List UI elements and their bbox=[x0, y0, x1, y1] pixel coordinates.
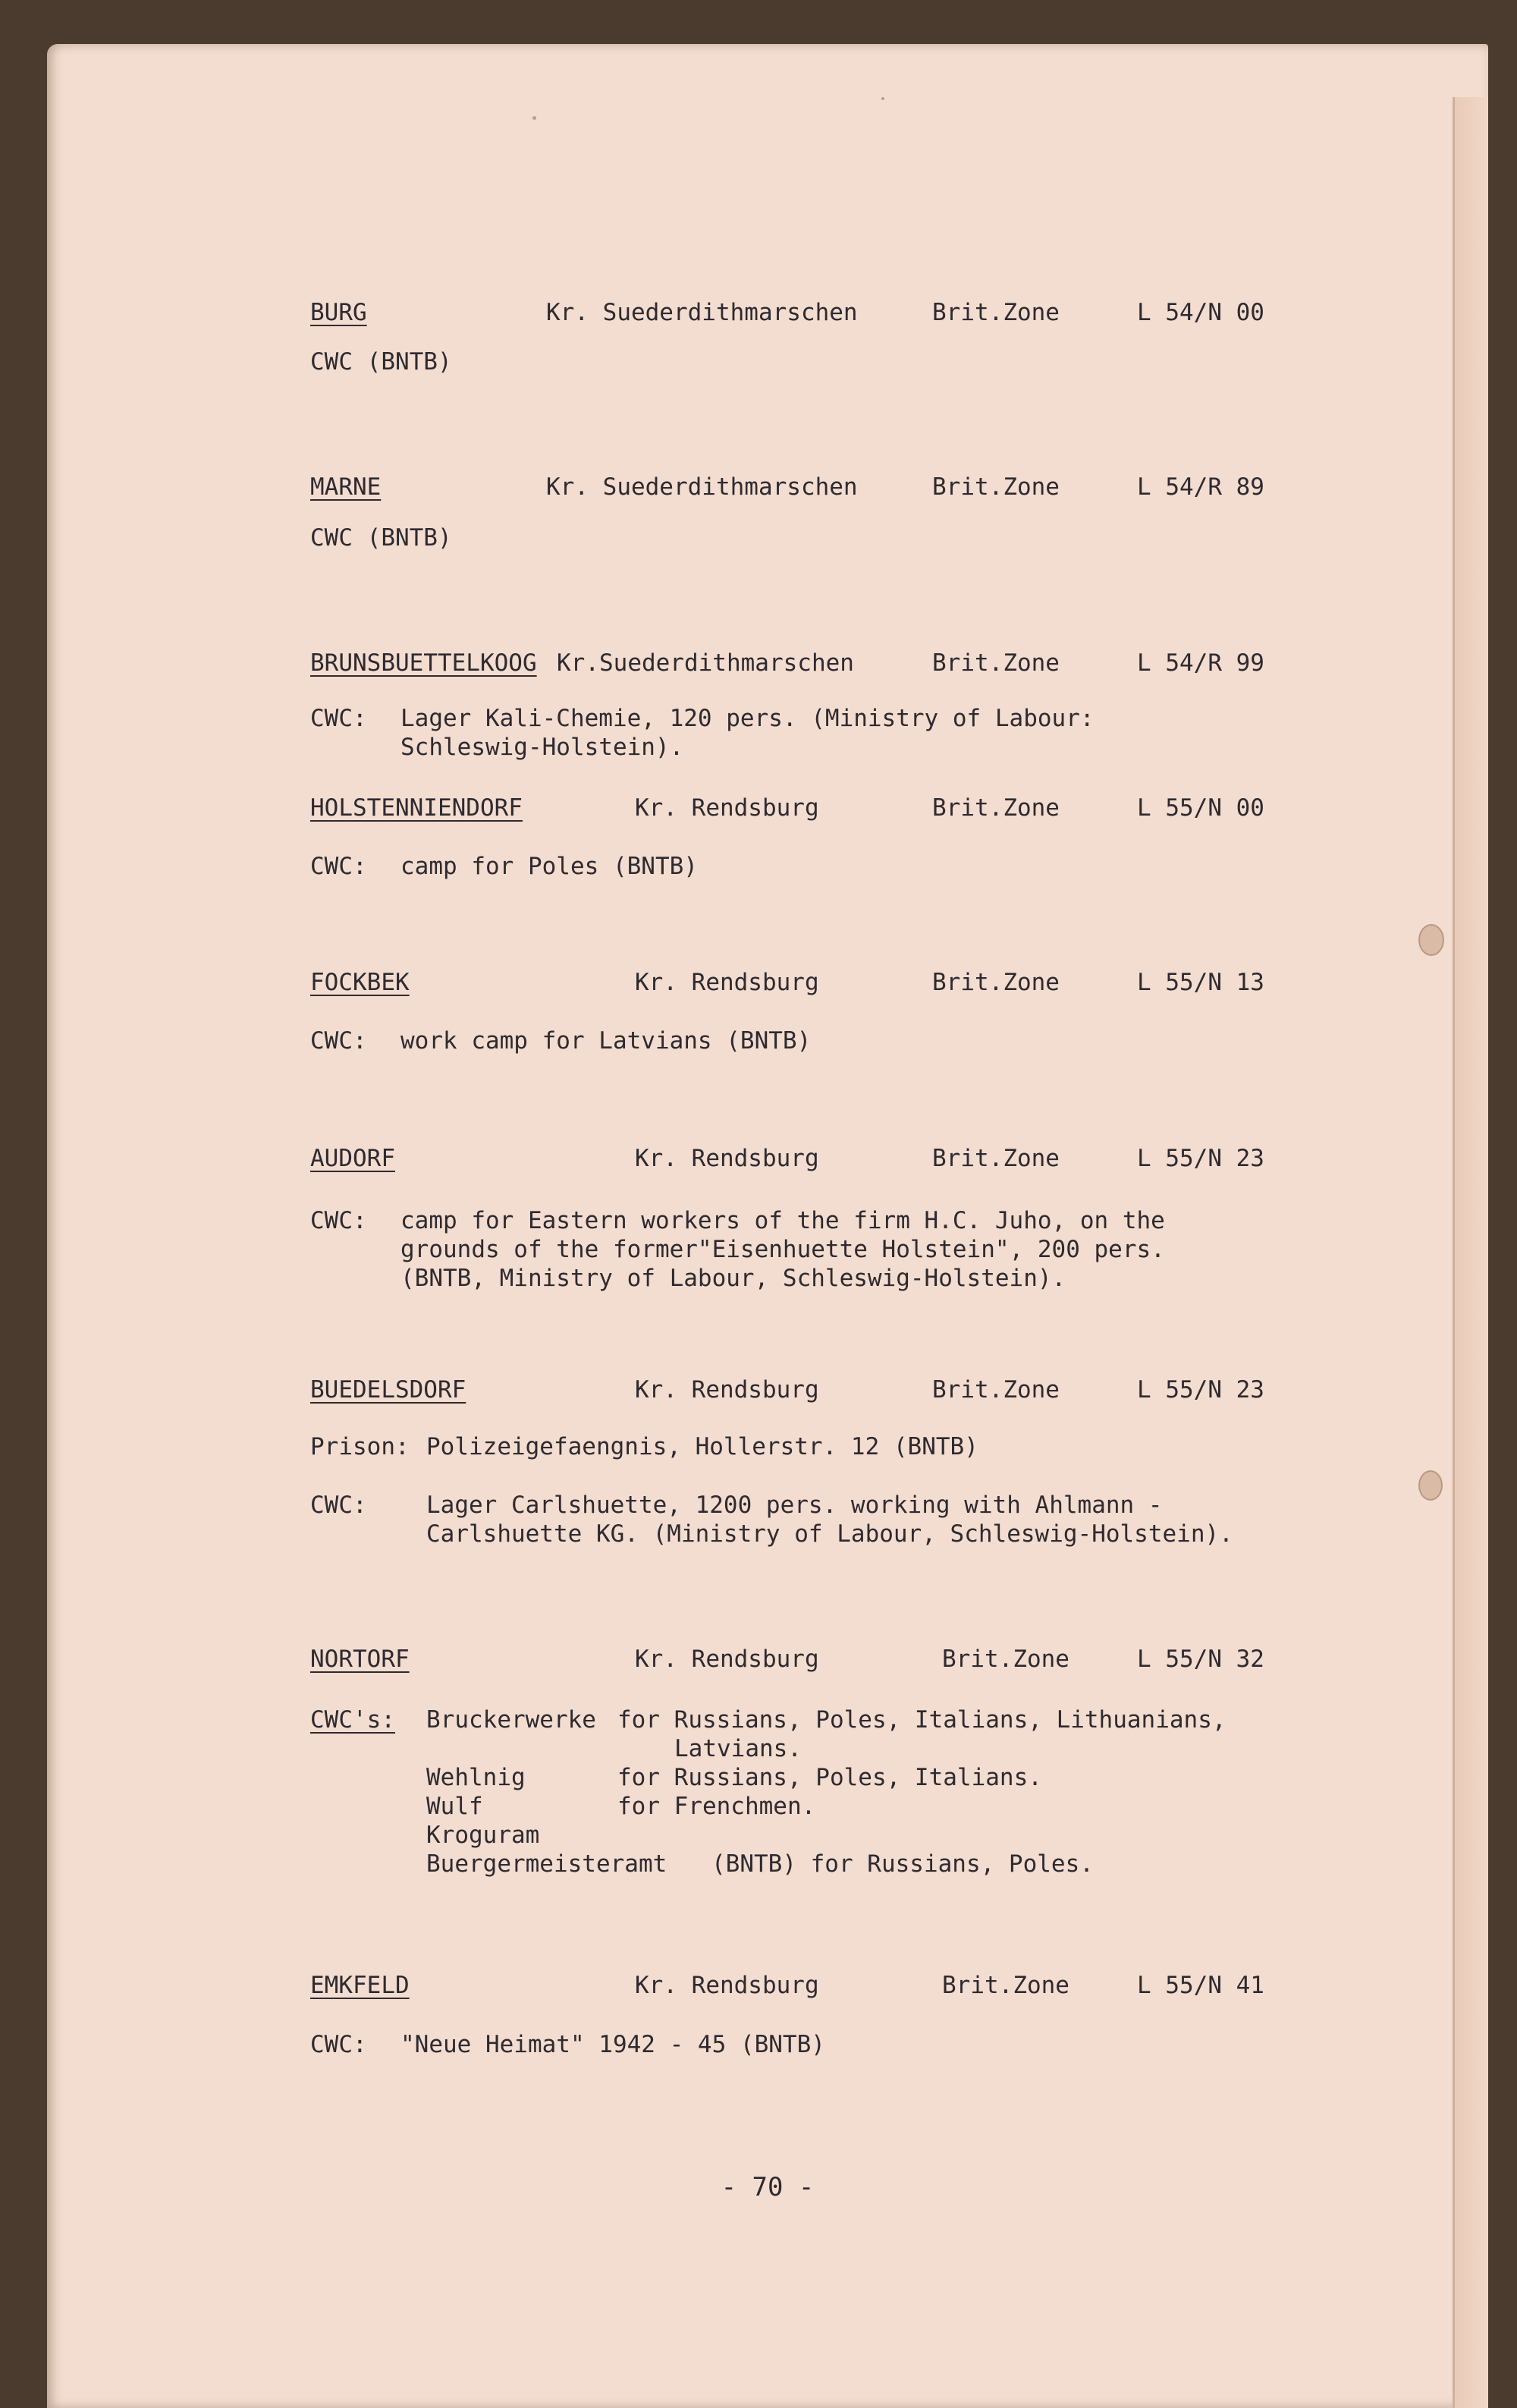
cwc-label: CWC: bbox=[310, 1027, 367, 1055]
entry-line: CWC (BNTB) bbox=[310, 524, 452, 552]
document-page bbox=[47, 44, 1488, 2408]
cwc-label: CWC: bbox=[310, 853, 367, 880]
camp-name: Wulf bbox=[426, 1793, 483, 1820]
entry-line: Lager Carlshuette, 1200 pers. working with Ahlmann - bbox=[426, 1492, 1163, 1519]
zone: Brit.Zone bbox=[932, 969, 1060, 996]
binding-hole bbox=[1418, 1470, 1443, 1501]
kreis: Kr. Rendsburg bbox=[635, 1145, 819, 1172]
place-name: EMKFELD bbox=[310, 1972, 410, 1999]
grid-ref: L 54/R 89 bbox=[1137, 473, 1264, 501]
place-name: HOLSTENNIENDORF bbox=[310, 794, 523, 822]
place-name: BUEDELSDORF bbox=[310, 1376, 466, 1404]
zone: Brit.Zone bbox=[932, 299, 1060, 326]
kreis: Kr. Rendsburg bbox=[635, 794, 819, 822]
camp-name: Buergermeisteramt bbox=[426, 1850, 667, 1878]
prison-label: Prison: bbox=[310, 1433, 410, 1460]
kreis: Kr. Rendsburg bbox=[635, 1972, 819, 1999]
kreis: Kr. Suederdithmarschen bbox=[546, 299, 858, 326]
zone: Brit.Zone bbox=[932, 1376, 1060, 1404]
zone: Brit.Zone bbox=[932, 649, 1060, 677]
place-name: FOCKBEK bbox=[310, 969, 410, 996]
grid-ref: L 55/N 23 bbox=[1137, 1376, 1264, 1404]
entry-line: grounds of the former"Eisenhuette Holstein", 200 pers. bbox=[400, 1236, 1165, 1263]
camp-desc: Latvians. bbox=[674, 1735, 802, 1762]
place-name: MARNE bbox=[310, 473, 382, 501]
camp-name: Wehlnig bbox=[426, 1764, 526, 1791]
place-name: BURG bbox=[310, 299, 367, 326]
grid-ref: L 55/N 23 bbox=[1137, 1145, 1264, 1172]
page-number: - 70 - bbox=[721, 2172, 815, 2202]
grid-ref: L 54/N 00 bbox=[1137, 299, 1264, 326]
zone: Brit.Zone bbox=[942, 1646, 1069, 1673]
cwc-label: CWC: bbox=[310, 1492, 367, 1519]
grid-ref: L 55/N 00 bbox=[1137, 794, 1264, 822]
zone: Brit.Zone bbox=[932, 1145, 1060, 1172]
cwc-label: CWC's: bbox=[310, 1706, 395, 1734]
prison-line: Polizeigefaengnis, Hollerstr. 12 (BNTB) bbox=[426, 1433, 978, 1460]
grid-ref: L 55/N 41 bbox=[1137, 1972, 1264, 1999]
kreis: Kr. Rendsburg bbox=[635, 1376, 819, 1404]
entry-line: "Neue Heimat" 1942 - 45 (BNTB) bbox=[400, 2031, 825, 2058]
camp-name: Kroguram bbox=[426, 1822, 540, 1849]
binding-hole bbox=[1418, 924, 1444, 956]
camp-name: Bruckerwerke bbox=[426, 1706, 596, 1734]
entry-line: Lager Kali-Chemie, 120 pers. (Ministry of Labour: bbox=[400, 705, 1095, 732]
entry-line: CWC (BNTB) bbox=[310, 348, 452, 376]
paper-speck bbox=[881, 97, 884, 100]
place-name: BRUNSBUETTELKOOG bbox=[310, 649, 537, 677]
camp-desc: for Russians, Poles, Italians, Lithuanians, bbox=[617, 1706, 1226, 1734]
place-name: AUDORF bbox=[310, 1145, 395, 1172]
cwc-label: CWC: bbox=[310, 705, 367, 732]
paper-speck bbox=[532, 116, 536, 120]
place-name: NORTORF bbox=[310, 1646, 410, 1673]
camp-desc: for Russians, Poles, Italians. bbox=[617, 1764, 1042, 1791]
entry-line: Carlshuette KG. (Ministry of Labour, Schleswig-Holstein). bbox=[426, 1520, 1233, 1548]
kreis: Kr.Suederdithmarschen bbox=[557, 649, 854, 677]
entry-line: work camp for Latvians (BNTB) bbox=[400, 1027, 812, 1055]
grid-ref: L 54/R 99 bbox=[1137, 649, 1264, 677]
kreis: Kr. Rendsburg bbox=[635, 1646, 819, 1673]
camp-desc: for Frenchmen. bbox=[617, 1793, 816, 1820]
zone: Brit.Zone bbox=[942, 1972, 1069, 1999]
kreis: Kr. Rendsburg bbox=[635, 969, 819, 996]
entry-line: (BNTB, Ministry of Labour, Schleswig-Holstein). bbox=[400, 1265, 1066, 1292]
next-page-edge bbox=[1453, 97, 1488, 2408]
cwc-label: CWC: bbox=[310, 1207, 367, 1234]
grid-ref: L 55/N 32 bbox=[1137, 1646, 1264, 1673]
zone: Brit.Zone bbox=[932, 794, 1060, 822]
grid-ref: L 55/N 13 bbox=[1137, 969, 1264, 996]
camp-desc: (BNTB) for Russians, Poles. bbox=[711, 1850, 1094, 1878]
entry-line: camp for Poles (BNTB) bbox=[400, 853, 698, 880]
zone: Brit.Zone bbox=[932, 473, 1060, 501]
entry-line: Schleswig-Holstein). bbox=[400, 734, 684, 761]
entry-line: camp for Eastern workers of the firm H.C. Juho, on the bbox=[400, 1207, 1165, 1234]
cwc-label: CWC: bbox=[310, 2031, 367, 2058]
kreis: Kr. Suederdithmarschen bbox=[546, 473, 858, 501]
